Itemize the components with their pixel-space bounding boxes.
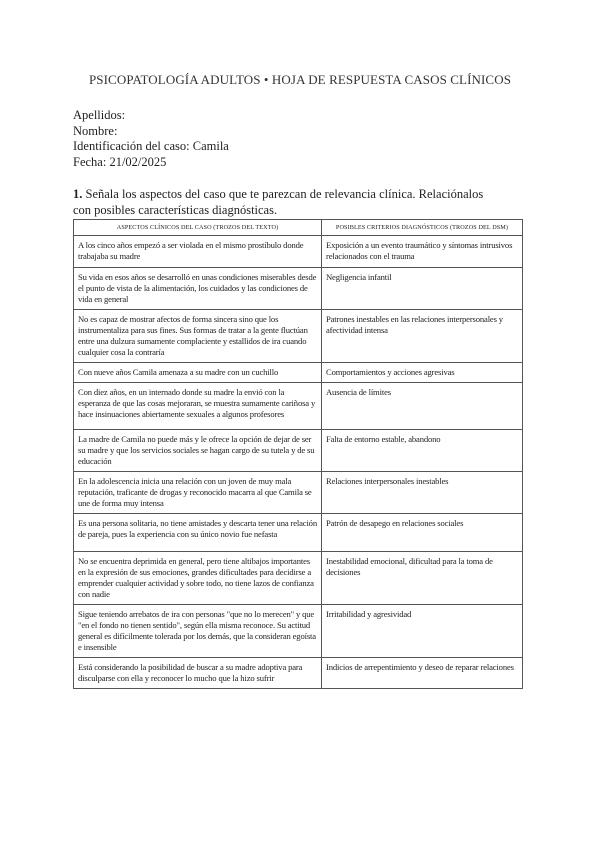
aspect-cell: No se encuentra deprimida en general, pero tiene altibajos importantes en la expresión de sus emociones, grandes dificultades para decidirse a emprender cualquier actividad y sobre todo, no tiene lazos de confianza con nadie [74, 552, 322, 605]
criterion-cell: Exposición a un evento traumático y síntomas intrusivos relacionados con el trauma [322, 236, 523, 268]
aspect-cell: La madre de Camila no puede más y le ofrece la opción de dejar de ser su madre y que los servicios sociales se hagan cargo de su tutela y de su educación [74, 430, 322, 472]
table-row [74, 605, 523, 658]
aspect-cell: Con diez años, en un internado donde su madre la envió con la esperanza de que las cosas mejoraran, se muestra sumamente cariñosa y hace insinuaciones abiertamente sexuales a algunos profesores [74, 383, 322, 430]
aspect-cell: Su vida en esos años se desarrolló en unas condiciones miserables desde el punto de vista de la alimentación, los cuidados y las condiciones de vida en general [74, 268, 322, 310]
criterion-cell: Inestabilidad emocional, dificultad para la toma de decisiones [322, 552, 523, 605]
table-row [74, 310, 523, 363]
student-info [73, 108, 229, 170]
clinical-aspects-table [73, 219, 523, 689]
table-row [74, 514, 523, 552]
header-aspectos: ASPECTOS CLÍNICOS DEL CASO (TROZOS DEL TEXTO) [74, 220, 322, 236]
table-row [74, 552, 523, 605]
criterion-cell: Irritabilidad y agresividad [322, 605, 523, 658]
table-row [74, 363, 523, 383]
criterion-cell: Falta de entorno estable, abandono [322, 430, 523, 472]
aspect-cell: Es una persona solitaria, no tiene amistades y descarta tener una relación de pareja, pues la experiencia con su único novio fue nefasta [74, 514, 322, 552]
criterion-cell: Comportamientos y acciones agresivas [322, 363, 523, 383]
question-number: 1. [73, 187, 83, 201]
table-row [74, 268, 523, 310]
table-row [74, 430, 523, 472]
table-header-row [74, 220, 523, 236]
table-row [74, 472, 523, 514]
criterion-cell: Patrones inestables en las relaciones interpersonales y afectividad intensa [322, 310, 523, 363]
table-row [74, 658, 523, 689]
nombre-field: Nombre: [73, 123, 118, 138]
document-title: PSICOPATOLOGÍA ADULTOS • HOJA DE RESPUESTA CASOS CLÍNICOS [88, 72, 512, 87]
date-field: Fecha: 21/02/2025 [73, 154, 167, 169]
criterion-cell: Relaciones interpersonales inestables [322, 472, 523, 514]
table-row [74, 383, 523, 430]
aspect-cell: Con nueve años Camila amenaza a su madre con un cuchillo [74, 363, 322, 383]
aspect-cell: Sigue teniendo arrebatos de ira con personas "que no lo merecen" y que "en el fondo no tienen sentido", según ella misma reconoce. Su actitud general es difícilmente tolerada por los demás, que la consideran egoísta e insensible [74, 605, 322, 658]
aspect-cell: No es capaz de mostrar afectos de forma sincera sino que los instrumentaliza para sus fines. Sus formas de tratar a la gente fluctúan entre una dulzura sumamente complaciente y estallidos de ira cuando cualquier cosa la contraría [74, 310, 322, 363]
criterion-cell: Negligencia infantil [322, 268, 523, 310]
question-1 [73, 186, 493, 218]
apellidos-field: Apellidos: [73, 108, 126, 122]
criterion-cell: Ausencia de límites [322, 383, 523, 430]
criterion-cell: Indicios de arrepentimiento y deseo de reparar relaciones [322, 658, 523, 689]
aspect-cell: A los cinco años empezó a ser violada en el mismo prostíbulo donde trabajaba su madre [74, 236, 322, 268]
criterion-cell: Patrón de desapego en relaciones sociales [322, 514, 523, 552]
table-row [74, 236, 523, 268]
aspect-cell: En la adolescencia inicia una relación con un joven de muy mala reputación, traficante de drogas y reconocido macarra al que Camila se une de forma muy intensa [74, 472, 322, 514]
question-text: Señala los aspectos del caso que te parezcan de relevancia clínica. Relaciónalos con posibles características diagnósticas. [73, 187, 484, 217]
aspect-cell: Está considerando la posibilidad de buscar a su madre adoptiva para disculparse con ella y reconocer lo mucho que la hizo sufrir [74, 658, 322, 689]
header-criterios: POSIBLES CRITERIOS DIAGNÓSTICOS (TROZOS DEL DSM) [322, 220, 523, 236]
case-id-field: Identificación del caso: Camila [73, 139, 229, 153]
